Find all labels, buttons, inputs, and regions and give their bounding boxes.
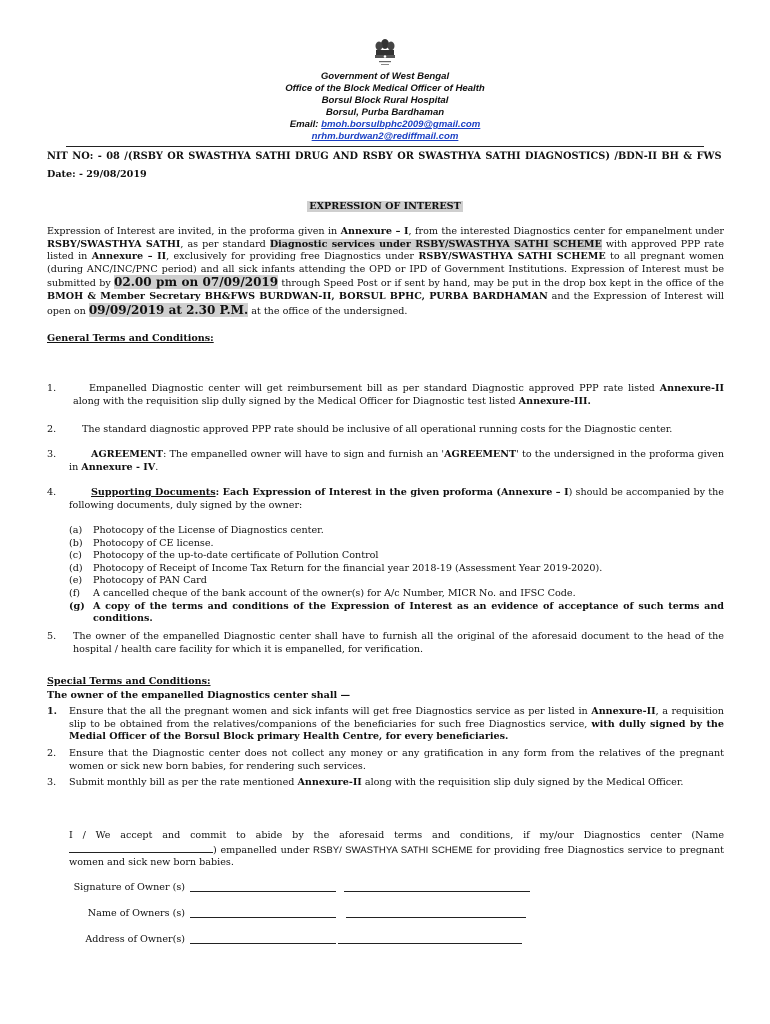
- term-4-text: Supporting Documents: Each Expression of Interest in the given proforma (Annexure – I) should be accompanied by the following documents, duly signed by the owner:: [69, 487, 724, 511]
- email-link-1[interactable]: bmoh.borsulbphc2009@gmail.com: [321, 119, 481, 130]
- owner-address-line-1[interactable]: [190, 943, 336, 944]
- header-line-government: Government of West Bengal: [320, 71, 450, 82]
- special-2-number: 2.: [47, 748, 57, 759]
- owner-address-label: Address of Owner(s): [85, 934, 185, 945]
- header-email-line-2: [0, 131, 770, 143]
- special-2-text: Ensure that the Diagnostic center does not collect any money or any gratification in any form from the relatives of the pregnant women or sick new born babies, for rendering such services.: [69, 748, 724, 772]
- special-1-text: Ensure that the all the pregnant women and sick infants will get free Diagnostics service as per listed in Annexure-II, a requisition slip to be obtained from the relatives/companions of the beneficiaries for such free Diagnostics service, with dully signed by the Medial Officer of the Borsul Block primary Health Centre, for every beneficiaries.: [69, 706, 724, 743]
- list-item: (c) Photocopy of the up-to-date certificate of Pollution Control: [69, 550, 379, 562]
- header-email-line: [0, 119, 770, 131]
- term-5-text: The owner of the empanelled Diagnostic center shall have to furnish all the original of the aforesaid document to the head of the hospital / health care facility for which it is empanelled, for verification.: [73, 631, 724, 655]
- list-item: (e) Photocopy of PAN Card: [69, 575, 207, 587]
- term-1-number: 1.: [47, 383, 57, 394]
- eoi-title-wrap: [0, 201, 770, 214]
- list-item: (f) A cancelled cheque of the bank account of the owner(s) for A/c Number, MICR No. and IFSC Code.: [69, 587, 576, 599]
- header-line-hospital: Borsul Block Rural Hospital: [321, 95, 449, 106]
- email-label: Email:: [289, 119, 322, 130]
- intro-paragraph: Expression of Interest are invited, in the proforma given in Annexure – I, from the interested Diagnostics center for empanelment under RSBY/SWASTHYA SATHI, as per standard Diagnostic services under RSBY/SWASTHYA SATHI SCHEME with approved PPP rate listed in Annexure – II, exclusively for providing free Diagnostics under RSBY/SWASTHYA SATHI SCHEME to all pregnant women (during ANC/INC/PNC period) and all sick infants attending the OPD or IPD of Government Institutions. Expression of Interest must be submitted by 02.00 pm on 07/09/2019 through Speed Post or if sent by hand, may be put in the drop box kept in the office of the BMOH & Member Secretary BH&FWS BURDWAN-II, BORSUL BPHC, PURBA BARDHAMAN and the Expression of Interest will open on 09/09/2019 at 2.30 P.M. at the office of the undersigned.: [47, 226, 725, 317]
- acceptance-paragraph: I / We accept and commit to abide by the aforesaid terms and conditions, if my/our Diagnostics center (Name) empanelled under RSBY/ SWASTHYA SATHI SCHEME for providing free Diagnostics service to pregnant women and sick new born babies.: [69, 830, 724, 869]
- header-line-address: Borsul, Purba Bardhaman: [325, 107, 445, 118]
- term-4-number: 4.: [47, 487, 57, 498]
- owner-name-line-2[interactable]: [346, 917, 526, 918]
- special-3-number: 3.: [47, 777, 57, 788]
- owner-address-line-2[interactable]: [338, 943, 522, 944]
- header-line-office: Office of the Block Medical Officer of Health: [285, 83, 485, 94]
- list-item: (d) Photocopy of Receipt of Income Tax Return for the financial year 2018-19 (Assessment Year 2019-2020).: [69, 562, 603, 574]
- term-1-text: Empanelled Diagnostic center will get reimbursement bill as per standard Diagnostic approved PPP rate listed Annexure-II along with the requisition slip dully signed by the Medical Officer for Diagnostic test listed Annexure-III.: [73, 383, 724, 407]
- owner-name-label: Name of Owners (s): [87, 908, 185, 919]
- term-2-text: The standard diagnostic approved PPP rate should be inclusive of all operational running costs for the Diagnostic center.: [82, 424, 673, 435]
- signature-line-1[interactable]: [190, 891, 336, 892]
- signature-line-2[interactable]: [344, 891, 530, 892]
- signature-label: Signature of Owner (s): [73, 882, 185, 893]
- list-item: (b) Photocopy of CE license.: [69, 537, 214, 549]
- diagnostics-center-name-blank[interactable]: [69, 843, 213, 853]
- state-emblem: [372, 36, 398, 68]
- header-divider: [66, 146, 704, 147]
- general-terms-heading: General Terms and Conditions:: [47, 333, 214, 344]
- list-item: (g) A copy of the terms and conditions of the Expression of Interest as an evidence of acceptance of such terms and conditions.: [69, 600, 724, 625]
- email-link-2[interactable]: nrhm.burdwan2@rediffmail.com: [311, 131, 459, 142]
- eoi-title: EXPRESSION OF INTEREST: [309, 201, 461, 212]
- special-terms-subheading: The owner of the empanelled Diagnostics center shall —: [47, 690, 351, 701]
- special-1-number: 1.: [47, 706, 58, 717]
- nit-number: NIT NO: - 08 /(RSBY OR SWASTHYA SATHI DRUG AND RSBY OR SWASTHYA SATHI DIAGNOSTICS) /BDN-II BH & FWS: [47, 151, 722, 162]
- term-3-text: AGREEMENT: The empanelled owner will have to sign and furnish an 'AGREEMENT' to the undersigned in the proforma given in Annexure - IV.: [69, 449, 724, 473]
- term-5-number: 5.: [47, 631, 57, 642]
- term-2-number: 2.: [47, 424, 57, 435]
- special-terms-heading: Special Terms and Conditions:: [47, 676, 211, 687]
- term-3-number: 3.: [47, 449, 57, 460]
- documents-list: [69, 525, 724, 626]
- list-item: (a) Photocopy of the License of Diagnostics center.: [69, 525, 324, 536]
- special-3-text: Submit monthly bill as per the rate mentioned Annexure-II along with the requisition slip duly signed by the Medical Officer.: [69, 777, 684, 788]
- owner-name-line-1[interactable]: [190, 917, 336, 918]
- document-date: Date: - 29/08/2019: [47, 169, 147, 180]
